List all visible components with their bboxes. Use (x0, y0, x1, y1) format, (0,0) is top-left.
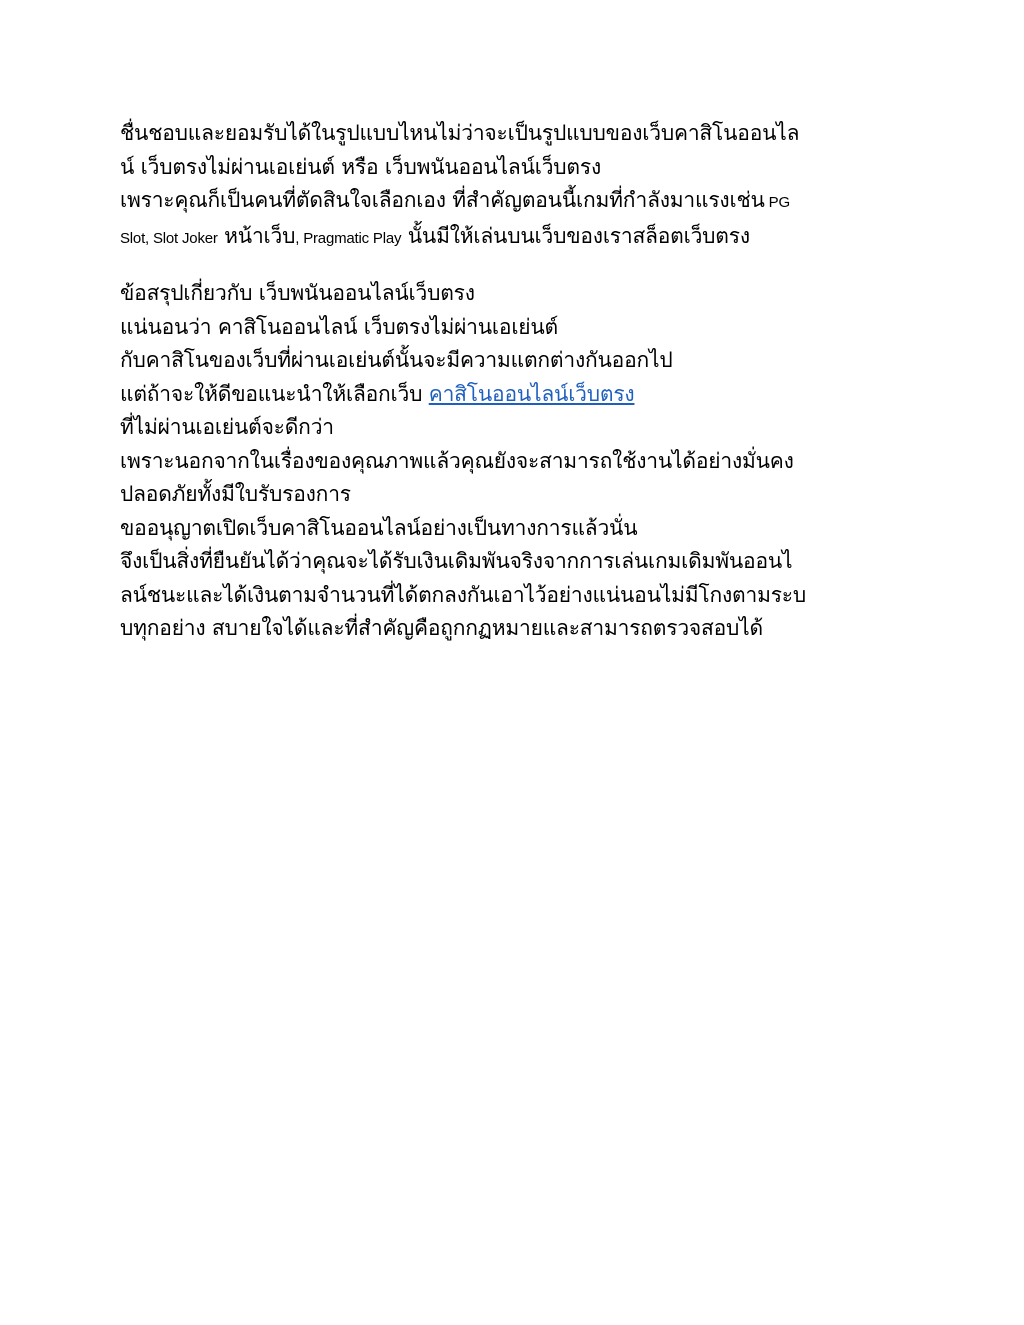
text-segment: แต่ถ้าจะให้ดีขอแนะนำให้เลือกเว็บ (120, 381, 429, 406)
paragraph-gap (120, 255, 910, 277)
text-segment: นั้นมีให้เล่นบนเว็บของเราสล็อตเว็บตรง (401, 223, 750, 248)
text-line: น์ เว็บตรงไม่ผ่านเอเย่นต์ หรือ เว็บพนันออนไลน์เว็บตรง (120, 154, 601, 179)
text-line: บทุกอย่าง สบายใจได้และที่สำคัญคือถูกกฏหมายและสามารถตรวจสอบได้ (120, 616, 763, 640)
brand-text: PG (764, 194, 790, 211)
brand-text: , Pragmatic Play (295, 229, 402, 247)
text-line: กับคาสิโนของเว็บที่ผ่านเอเย่นต์นั้นจะมีความแตกต่างกันออกไป (120, 348, 673, 372)
summary-paragraph (120, 277, 910, 646)
text-line: ขออนุญาตเปิดเว็บคาสิโนออนไลน์อย่างเป็นทางการแล้วนั่น (120, 515, 638, 540)
text-line (120, 184, 910, 220)
text-line: แน่นอนว่า คาสิโนออนไลน์ เว็บตรงไม่ผ่านเอเย่นต์ (120, 314, 558, 339)
text-line (120, 378, 910, 412)
intro-paragraph (120, 117, 910, 255)
text-segment: หน้าเว็บ (217, 223, 296, 248)
text-line: ชื่นชอบและยอมรับได้ในรูปแบบไหนไม่ว่าจะเป็นรูปแบบของเว็บคาสิโนออนไล (120, 121, 800, 145)
text-line: ลน์ชนะและได้เงินตามจำนวนที่ได้ตกลงกันเอาไว้อย่างแน่นอนไม่มีโกงตามระบ (120, 582, 807, 607)
text-line: จึงเป็นสิ่งที่ยืนยันได้ว่าคุณจะได้รับเงินเดิมพันจริงจากการเล่นเกมเดิมพันออนไ (120, 549, 793, 573)
summary-heading: ข้อสรุปเกี่ยวกับ เว็บพนันออนไลน์เว็บตรง (120, 281, 475, 305)
text-line: ที่ไม่ผ่านเอเย่นต์จะดีกว่า (120, 415, 334, 439)
document-body (120, 117, 910, 646)
casino-online-link[interactable]: คาสิโนออนไลน์เว็บตรง (428, 381, 635, 406)
text-line: เพราะนอกจากในเรื่องของคุณภาพแล้วคุณยังจะสามารถใช้งานได้อย่างมั่นคง (120, 448, 794, 473)
text-segment: เพราะคุณก็เป็นคนที่ตัดสินใจเลือกเอง ที่สำคัญตอนนี้เกมที่กำลังมาแรงเช่น (120, 188, 765, 212)
text-line: ปลอดภัยทั้งมีใบรับรองการ (120, 482, 351, 506)
text-line (120, 220, 910, 256)
brand-text: Slot, Slot Joker (120, 229, 218, 247)
